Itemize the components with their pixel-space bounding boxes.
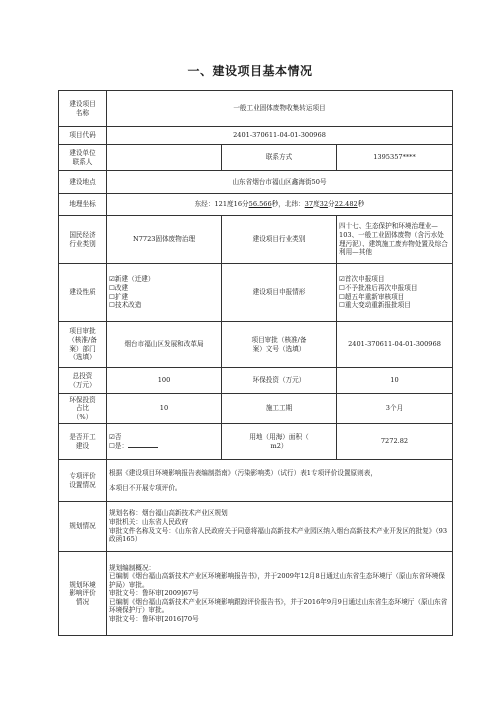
phone-value: 1395357**** [337,145,453,171]
special-value [107,460,453,502]
basic-info-table [58,90,453,636]
investment-label: 总投资 （万元） [59,368,107,394]
row-location [59,171,453,194]
coords-suffix: 秒 [357,200,365,209]
planning-eia-line-5: 审批文号：鲁环审[2016]70号 [109,614,199,623]
special-line-2: 本项目不开展专项评价。 [109,483,182,492]
row-contact [59,145,453,171]
location-label: 建设地点 [59,171,107,194]
industry-cat-value: 四十七、生态保护和环境治理业—103、一般工业固体废物（含污水处理污泥）、建筑施工废弃物处置及综合利用—其他 [337,216,453,264]
approval-label: 项目审批 （核准/备 案）部门 （选填） [59,322,107,368]
special-label: 专项评价 设置情况 [59,460,107,502]
project-name-value: 一般工业固体废物收集转运项目 [107,91,453,127]
row-nature [59,264,453,322]
apply-option-five-year[interactable]: ☐超五年重新审核项目 [339,292,405,301]
started-option-yes[interactable] [109,442,219,451]
contact-value [107,145,222,171]
investment-value: 100 [107,368,222,394]
period-label: 施工工期 [222,394,337,424]
row-planning-eia [59,552,453,636]
started-options [107,424,222,460]
approval-value: 烟台市福山区发展和改革局 [107,322,222,368]
planning-eia-label: 规划环境 影响评价 情况 [59,552,107,636]
started-date-blank[interactable] [128,442,158,448]
coords-deg: 度 [313,200,320,209]
row-approval [59,322,453,368]
planning-line-1: 规划名称：烟台福山高新技术产业区规划 [109,509,228,518]
page-title: 一、建设项目基本情况 [187,64,313,78]
row-started [59,424,453,460]
industry-cat-label: 建设项目行业类别 [222,216,337,264]
row-investment [59,368,453,394]
industry-label: 国民经济 行业类别 [59,216,107,264]
apply-option-first[interactable]: ☑首次申报项目 [339,275,385,284]
planning-eia-line-4: 已编制《烟台福山高新技术产业区环境影响跟踪评价报告书》，并于2016年9月9日通过山东省生态环境厅（原山东省环境保护厅）审批。 [109,597,448,615]
planning-eia-line-1: 规划编制概况： [109,563,156,572]
coords-mid: 秒，北纬： [271,200,305,209]
coords-n-sec: 22.482 [334,200,358,209]
coords-prefix: 东经：121度16分 [194,200,249,209]
ratio-label: 环保投资 占比 （%） [59,394,107,424]
area-value: 7272.82 [337,424,453,460]
env-investment-value: 10 [337,368,453,394]
planning-eia-line-3: 审批文号：鲁环审[2009]67号 [109,589,199,598]
phone-label: 联系方式 [222,145,337,171]
contact-label: 建设单位 联系人 [59,145,107,171]
coords-n-min: 32 [319,200,329,209]
row-industry [59,216,453,264]
ratio-value: 10 [107,394,222,424]
row-special [59,460,453,502]
period-value: 3个月 [337,394,453,424]
apply-option-major-change[interactable]: ☐重大变动重新报批项目 [339,301,411,310]
nature-option-rebuild[interactable]: ☐改建 [109,283,129,292]
industry-value: N7723固体废物治理 [107,216,222,264]
location-value: 山东省烟台市福山区鑫海街50号 [107,171,453,194]
coords-fen: 分 [328,200,335,209]
started-option-no[interactable]: ☑否 [109,432,122,441]
row-ratio [59,394,453,424]
project-code-label: 项目代码 [59,127,107,145]
nature-option-new[interactable]: ☑新建（迁建） [109,275,155,284]
planning-eia-value [107,552,453,636]
area-label: 用地（用海）面积（ m2） [222,424,337,460]
row-coords [59,194,453,216]
coords-value [107,194,453,216]
row-project-code [59,127,453,145]
special-line-1: 根据《建设项目环境影响报告表编制指南》（污染影响类）（试行）表1专项评价设置原则表， [109,468,377,477]
started-option-yes-label: ☐是： [109,441,129,450]
planning-value [107,502,453,552]
coords-label: 地理坐标 [59,194,107,216]
nature-option-tech[interactable]: ☐技术改造 [109,301,142,310]
approval-doc-label: 项目审批（核准/备 案）文号（选填） [222,322,337,368]
coords-e-sec: 56.566 [248,200,272,209]
planning-line-3: 审批文件名称及文号：《山东省人民政府关于同意将福山高新技术产业园区纳入烟台高新技术产业开发区的批复》（93政函165） [109,526,448,544]
started-label: 是否开工 建设 [59,424,107,460]
approval-doc-value: 2401-370611-04-01-300968 [337,322,453,368]
nature-option-expand[interactable]: ☐扩建 [109,292,129,301]
planning-line-2: 审批机关：山东省人民政府 [109,517,189,526]
row-project-name [59,91,453,127]
apply-options [337,264,453,322]
apply-option-resubmit[interactable]: ☐不予批准后再次申报项目 [339,283,418,292]
coords-n-deg: 37 [304,200,314,209]
env-investment-label: 环保投资（万元） [222,368,337,394]
project-name-label: 建设项目 名称 [59,91,107,127]
project-code-value: 2401-370611-04-01-300968 [107,127,453,145]
planning-eia-line-2: 已编制《烟台福山高新技术产业区环境影响报告书》，并于2009年12月8日通过山东省生态环境厅（原山东省环境保护局）审批。 [109,572,445,589]
nature-label: 建设性质 [59,264,107,322]
planning-label: 规划情况 [59,502,107,552]
apply-label: 建设项目申报情形 [222,264,337,322]
nature-options [107,264,222,322]
row-planning [59,502,453,552]
